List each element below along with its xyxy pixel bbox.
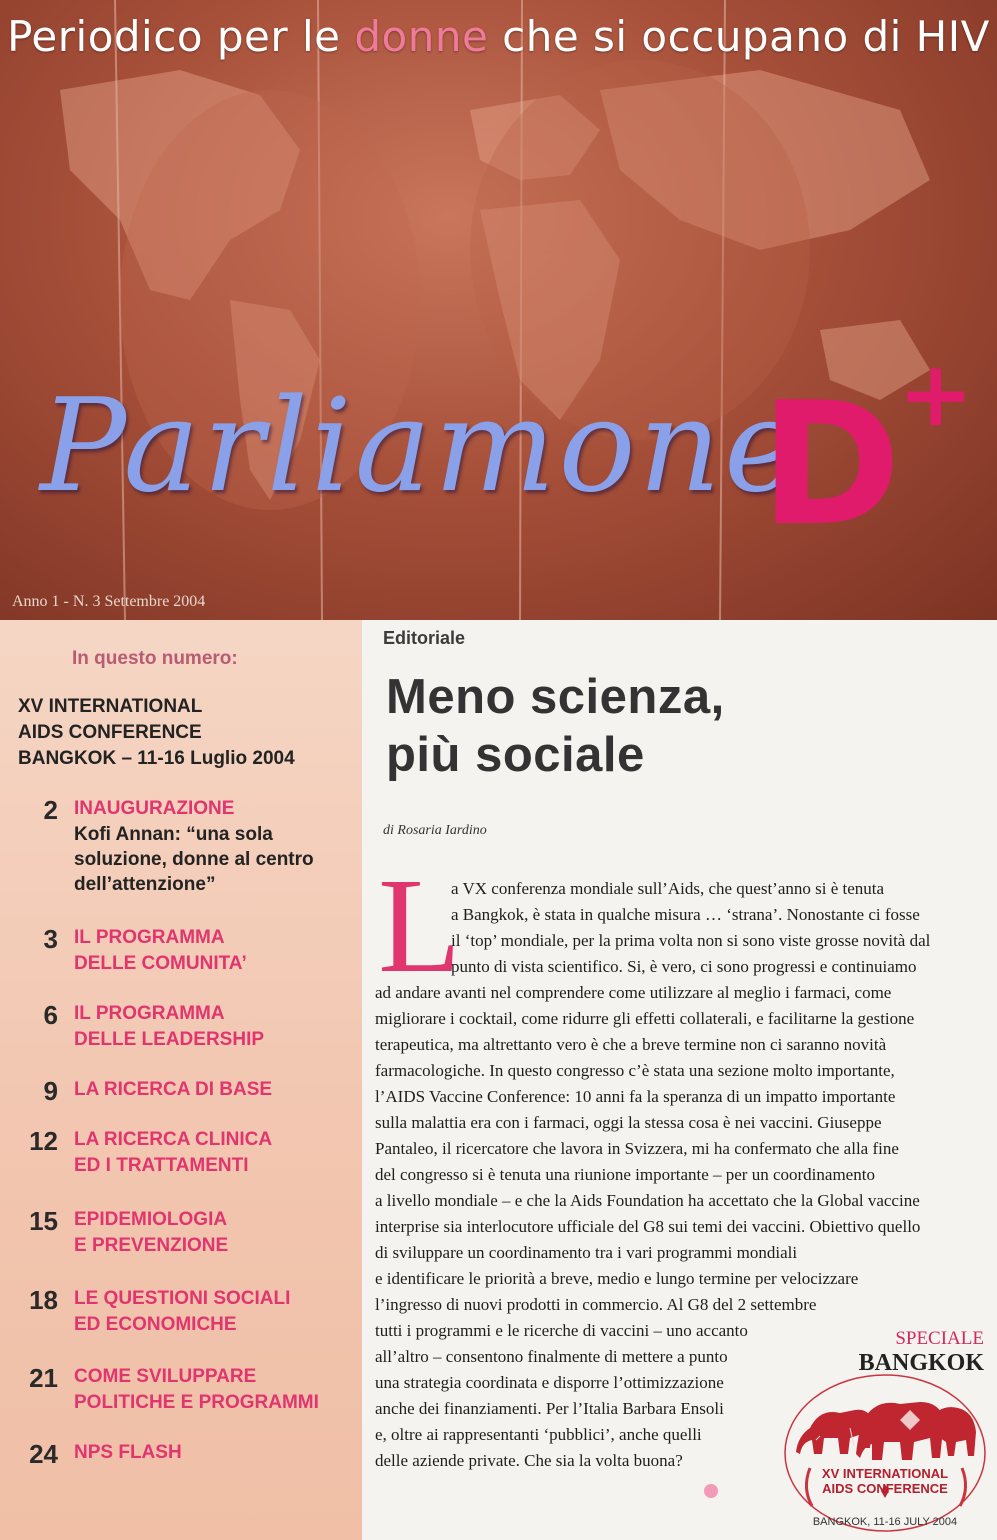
speciale-bangkok-badge: [780, 1328, 990, 1533]
toc-page: 18: [29, 1285, 58, 1315]
drop-cap: L: [378, 851, 462, 1001]
body-line: e, oltre ai rappresentanti ‘pubblici’, anche quelli: [375, 1425, 702, 1444]
article-body: [375, 980, 920, 1318]
body-line: interprise sia interlocutore ufficiale del G8 sui temi dei vaccini. Obiettivo quello: [375, 1217, 921, 1236]
body-line: del congresso si è tenuta una riunione importante – per un coordinamento: [375, 1165, 875, 1184]
masthead-title: Parliamone: [40, 372, 803, 521]
body-line: ad andare avanti nel comprendere come utilizzare al meglio i farmaci, come: [375, 983, 892, 1002]
body-line: il ‘top’ mondiale, per la prima volta non si sono viste grosse novità dal: [451, 931, 931, 950]
badge-conf-line2: AIDS CONFERENCE: [822, 1481, 948, 1496]
toc-subtitle: soluzione, donne al centro: [74, 849, 314, 870]
toc-title: LA RICERCA CLINICA ED I TRATTAMENTI: [74, 1129, 273, 1176]
body-line: e identificare le priorità a breve, medio e lungo termine per velocizzare: [375, 1269, 859, 1288]
toc-page: 12: [29, 1126, 58, 1156]
toc-page: 9: [43, 1076, 58, 1106]
conference-title: [18, 694, 295, 772]
elephants-logo-icon: [780, 1358, 990, 1533]
toc-title: COME SVILUPPARE POLITICHE E PROGRAMMI: [74, 1366, 319, 1413]
conference-line: XV INTERNATIONAL: [18, 696, 203, 717]
toc-page: 6: [43, 1000, 58, 1030]
body-line: anche dei finanziamenti. Per l’Italia Barbara Ensoli: [375, 1399, 724, 1418]
body-line: delle aziende private. Che sia la volta buona?: [375, 1451, 683, 1470]
issue-info: Anno 1 - N. 3 Settembre 2004: [12, 593, 206, 610]
body-line: punto di vista scientifico. Si, è vero, ci sono progressi e continuiamo: [451, 957, 917, 976]
body-line: farmacologiche. In questo congresso c’è stata una sezione molto importante,: [375, 1061, 895, 1080]
body-line: a livello mondiale – e che la Aids Foundation ha accettato che la Global vaccine: [375, 1191, 920, 1210]
end-mark: [704, 1484, 718, 1498]
masthead-plus: +: [898, 342, 974, 447]
toc-subtitle: dell’attenzione”: [74, 874, 216, 895]
headline-line: Meno scienza,: [386, 670, 725, 724]
article-body-indented: [451, 876, 930, 980]
toc-page: 15: [29, 1206, 58, 1236]
article-headline: [386, 668, 725, 784]
toc-page: 24: [29, 1439, 58, 1469]
masthead-letter: D: [760, 366, 902, 564]
body-line: l’AIDS Vaccine Conference: 10 anni fa la speranza di un impatto importante: [375, 1087, 896, 1106]
badge-dates: BANGKOK, 11-16 JULY 2004: [812, 1516, 958, 1528]
conference-line: BANGKOK – 11-16 Luglio 2004: [18, 748, 295, 769]
body-line: l’ingresso di nuovi prodotti in commercio. Al G8 del 2 settembre: [375, 1295, 817, 1314]
toc-subtitle: Kofi Annan: “una sola: [74, 824, 273, 845]
body-line: una strategia coordinata e disporre l’ottimizzazione: [375, 1373, 724, 1392]
toc-title: INAUGURAZIONE: [74, 798, 235, 819]
body-line: di sviluppare un coordinamento tra i vari programmi mondiali: [375, 1243, 798, 1262]
toc-title: LA RICERCA DI BASE: [74, 1079, 273, 1100]
body-line: Pantaleo, il ricercatore che lavora in Svizzera, mi ha confermato che alla fine: [375, 1139, 899, 1158]
section-label: Editoriale: [383, 628, 466, 648]
toc-page: 3: [43, 924, 58, 954]
badge-city: BANGKOK: [858, 1350, 984, 1376]
badge-conf-line1: XV INTERNATIONAL: [821, 1466, 949, 1481]
toc-title: IL PROGRAMMA DELLE COMUNITA’: [74, 927, 247, 974]
body-line: sulla malattia era con i farmaci, oggi la stessa cosa è nei vaccini. Giuseppe: [375, 1113, 882, 1132]
body-line: terapeutica, ma altrettanto vero è che a breve termine non ci saranno novità: [375, 1035, 887, 1054]
conference-line: AIDS CONFERENCE: [18, 722, 202, 743]
toc-title: LE QUESTIONI SOCIALI ED ECONOMICHE: [74, 1288, 291, 1335]
body-line: migliorare i cocktail, come ridurre gli effetti collaterali, e facilitarne la gestione: [375, 1009, 915, 1028]
toc-page: 2: [43, 795, 58, 825]
badge-speciale: SPECIALE: [895, 1328, 984, 1349]
contents-heading: In questo numero:: [72, 648, 238, 669]
toc-page: 21: [29, 1363, 58, 1393]
toc-title: NPS FLASH: [74, 1442, 182, 1463]
byline: di Rosaria Iardino: [383, 823, 487, 838]
toc-title: IL PROGRAMMA DELLE LEADERSHIP: [74, 1003, 265, 1050]
body-line: a VX conferenza mondiale sull’Aids, che quest’anno si è tenuta: [451, 879, 885, 898]
body-line: all’altro – consentono finalmente di mettere a punto: [375, 1347, 728, 1366]
headline-line: più sociale: [386, 728, 645, 782]
body-line: tutti i programmi e le ricerche di vaccini – uno accanto: [375, 1321, 748, 1340]
article-body-narrow: [375, 1318, 748, 1474]
body-line: a Bangkok, è stata in qualche misura … ‘strana’. Nonostante ci fosse: [451, 905, 920, 924]
toc-title: EPIDEMIOLOGIA E PREVENZIONE: [74, 1209, 229, 1256]
cover-tagline: Periodico per le donne che si occupano di HIV: [7, 12, 990, 61]
cover-image: [0, 0, 997, 620]
